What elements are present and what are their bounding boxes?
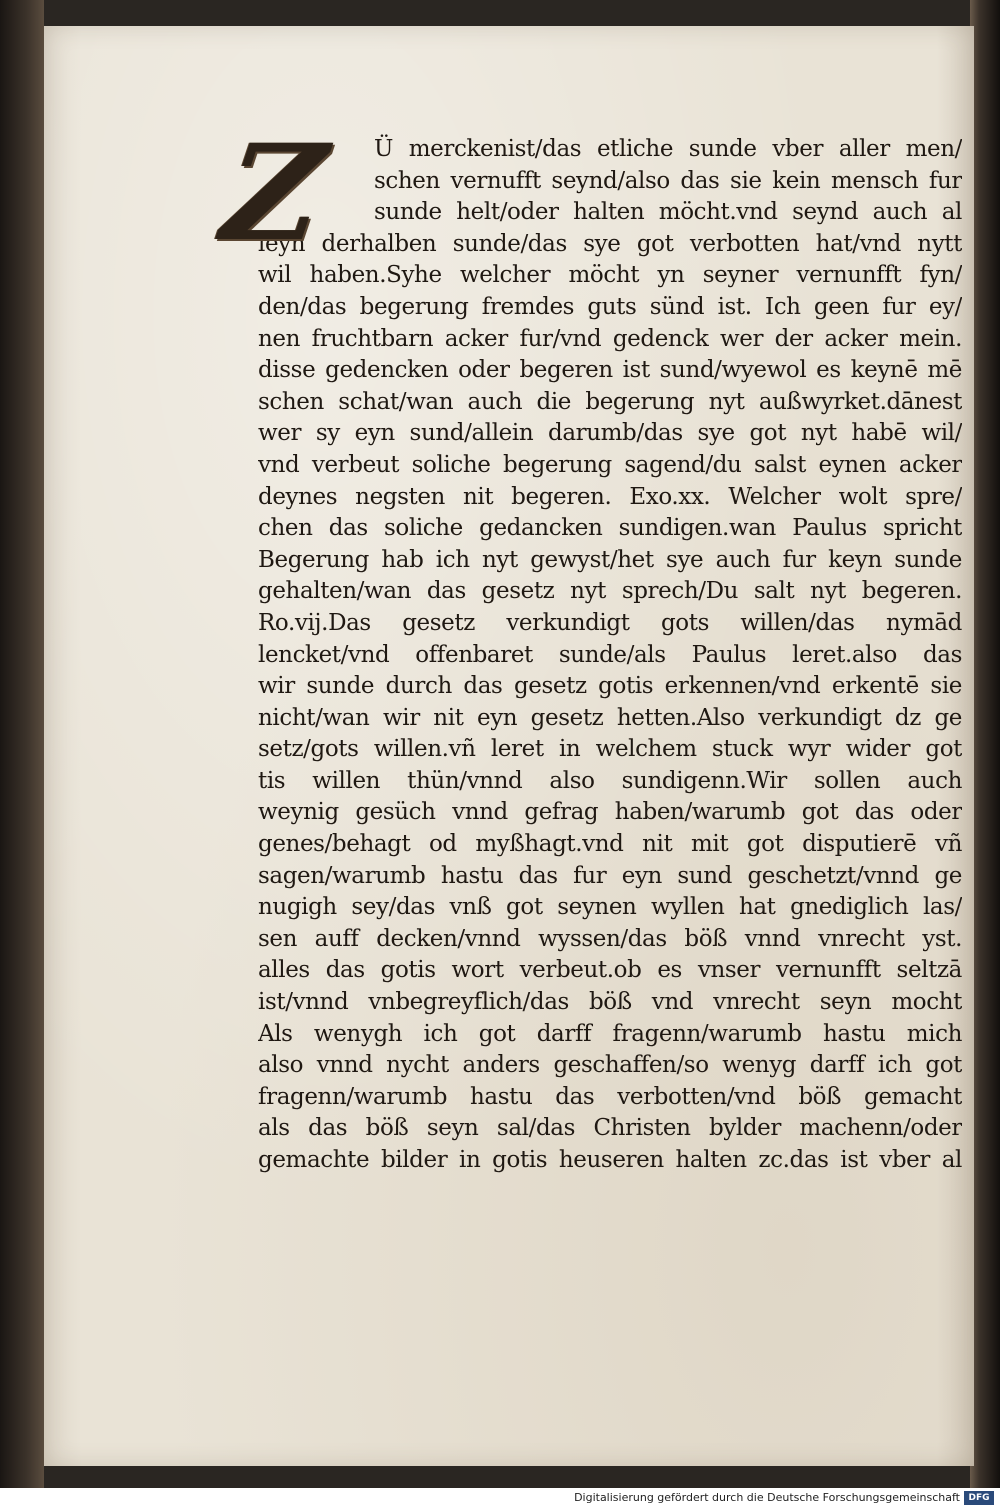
text-line: schen schat/wan auch die begerung nyt außwyrket.dānest	[258, 388, 962, 415]
text-line: wil haben.Syhe welcher möcht yn seyner vernunfft fyn/	[258, 262, 962, 289]
text-line: wer sy eyn sund/allein darumb/das sye got nyt habē wil/	[258, 420, 962, 447]
text-line: vnd verbeut soliche begerung sagend/du salst eynen acker	[258, 451, 962, 478]
scan-border-right	[970, 0, 1000, 1488]
text-line: wir sunde durch das gesetz gotis erkennen/vnd erkentē sie	[258, 673, 962, 700]
text-line: den/das begerung fremdes guts sünd ist. Ich geen fur ey/	[258, 293, 962, 320]
text-line: alles das gotis wort verbeut.ob es vnser vernunfft seltzā	[258, 957, 962, 984]
text-line: nugigh sey/das vnß got seynen wyllen hat gnediglich las/	[258, 894, 962, 921]
decorated-initial: Z	[214, 116, 334, 271]
text-line: deynes negsten nit begeren. Exo.xx. Welcher wolt spre/	[258, 483, 962, 510]
text-line: sagen/warumb hastu das fur eyn sund geschetzt/vnnd ge	[258, 862, 962, 889]
text-line: tis willen thün/vnnd also sundigenn.Wir sollen auch	[258, 767, 962, 794]
text-line: setz/gots willen.vñ leret in welchem stuck wyr wider got	[258, 736, 962, 763]
text-line: gemachte bilder in gotis heuseren halten zc.das ist vber al	[258, 1147, 962, 1173]
book-page	[44, 26, 974, 1466]
text-line: sunde helt/oder halten möcht.vnd seynd auch al	[374, 199, 962, 226]
text-line: schen vernufft seynd/also das sie kein mensch fur	[374, 167, 962, 194]
text-line: disse gedencken oder begeren ist sund/wyewol es keynē mē	[258, 357, 962, 384]
text-line: lencket/vnd offenbaret sunde/als Paulus leret.also das	[258, 641, 962, 668]
text-line: chen das soliche gedancken sundigen.wan Paulus spricht	[258, 515, 962, 542]
text-line: nen fruchtbarn acker fur/vnd gedenck wer der acker mein.	[258, 325, 962, 352]
text-line: nicht/wan wir nit eyn gesetz hetten.Also verkundigt dz ge	[258, 704, 962, 731]
scan-border-left	[0, 0, 44, 1488]
text-line: leyn derhalben sunde/das sye got verbotten hat/vnd nytt	[258, 230, 962, 257]
text-line: genes/behagt od myßhagt.vnd nit mit got disputierē vñ	[258, 831, 962, 858]
text-line: sen auff decken/vnnd wyssen/das böß vnnd vnrecht yst.	[258, 925, 962, 952]
text-line: also vnnd nycht anders geschaffen/so wenyg darff ich got	[258, 1052, 962, 1079]
text-line: fragenn/warumb hastu das verbotten/vnd böß gemacht	[258, 1083, 962, 1110]
text-line: weynig gesüch vnnd gefrag haben/warumb got das oder	[258, 799, 962, 826]
text-line: Als wenygh ich got darff fragenn/warumb hastu mich	[258, 1020, 962, 1047]
text-line: Ro.vij.Das gesetz verkundigt gots willen/das nymād	[258, 609, 962, 636]
funding-credit: Digitalisierung gefördert durch die Deutsche Forschungsgemeinschaft	[574, 1491, 960, 1504]
text-line: gehalten/wan das gesetz nyt sprech/Du salt nyt begeren.	[258, 578, 962, 605]
text-line: Begerung hab ich nyt gewyst/het sye auch fur keyn sunde	[258, 546, 962, 573]
page-text	[214, 116, 962, 1177]
dfg-logo: DFG	[964, 1491, 994, 1505]
text-line: Ü merckenist/das etliche sunde vber aller men/	[374, 136, 962, 162]
footer-bar	[0, 1488, 1000, 1508]
text-line: als das böß seyn sal/das Christen bylder machenn/oder	[258, 1115, 962, 1142]
text-line: ist/vnnd vnbegreyflich/das böß vnd vnrecht seyn mocht	[258, 989, 962, 1016]
